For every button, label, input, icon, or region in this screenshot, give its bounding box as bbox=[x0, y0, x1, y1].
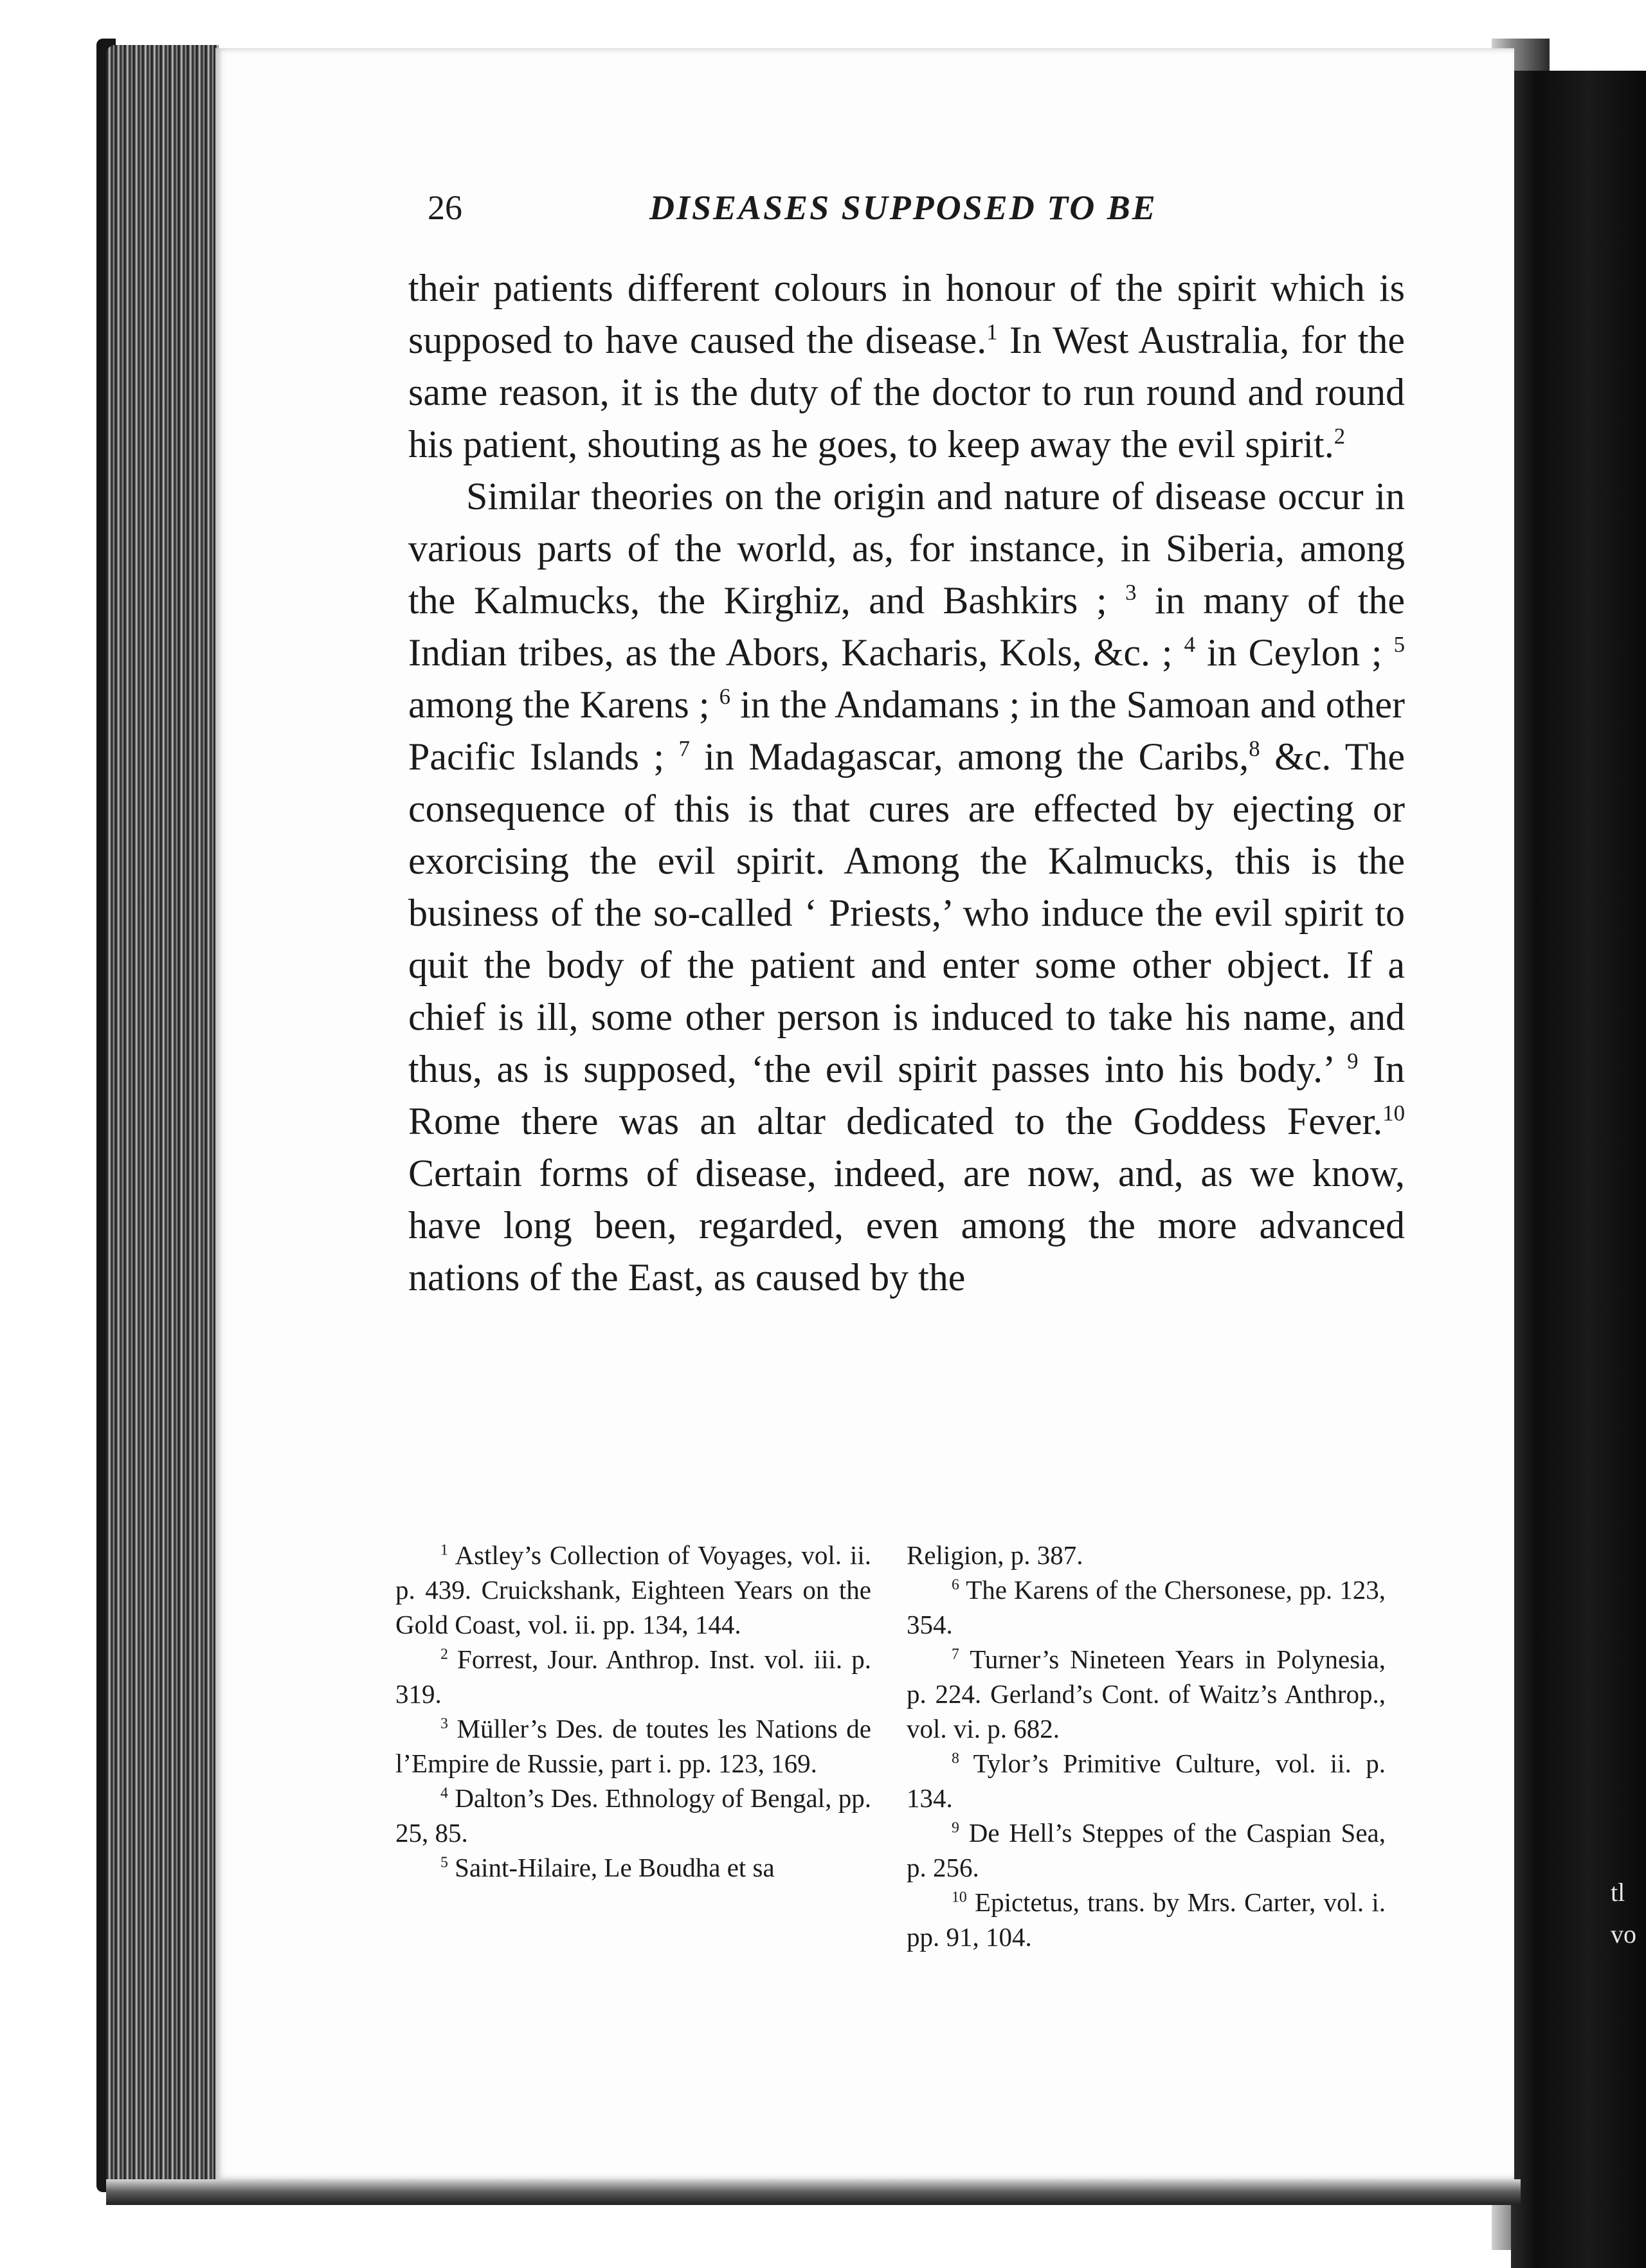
text-run: among the Karens ; bbox=[408, 683, 719, 726]
footnote-text: Tylor’s Primitive Culture, vol. ii. p. 134. bbox=[907, 1749, 1386, 1813]
text-run: &c. The consequence of this is that cures are effected by ejecting or exorcising the evil spirit. Among the Kalmucks, this is the business of the so-called ‘ Priests,’ who induce the evil spirit to quit the body of the patient and enter some other object. If a chief is ill, some other person is induced to take his name, and thus, as is supposed, ‘the evil spirit passes into his body.’ bbox=[408, 735, 1406, 1090]
footnote-number: 8 bbox=[952, 1750, 959, 1767]
text-run: in Madagascar, among the Caribs, bbox=[689, 735, 1249, 778]
text-run: In Rome there was an altar dedicated to the Goddess Fever. bbox=[408, 1048, 1405, 1142]
footnote-number: 9 bbox=[952, 1819, 959, 1837]
footnote-number: 2 bbox=[440, 1646, 448, 1663]
text-run: their patients different colours in honour of the spirit which is supposed to have caused the disease. bbox=[408, 267, 1405, 361]
footnote-number: 6 bbox=[952, 1576, 959, 1594]
text-run: in the Andamans ; in the Samoan and other Pacific Islands ; bbox=[408, 683, 1406, 778]
footnote-number: 10 bbox=[952, 1889, 967, 1906]
footnote-2 bbox=[395, 1642, 871, 1711]
footnote-10 bbox=[907, 1885, 1386, 1954]
text-run: Certain forms of disease, indeed, are now, and, as we know, have long been, regarded, even among the more advanced nations of the East, as caused by the bbox=[408, 1152, 1405, 1299]
footnote-5-continued: Religion, p. 387. bbox=[907, 1540, 1083, 1570]
footnote-ref[interactable]: 3 bbox=[1125, 580, 1137, 605]
page-edges-bottom bbox=[106, 2179, 1521, 2205]
footnote-text: Saint-Hilaire, Le Boudha et sa bbox=[448, 1853, 775, 1882]
footnote-number: 3 bbox=[440, 1715, 448, 1733]
footnote-3 bbox=[395, 1711, 871, 1781]
text-run: in many of the Indian tribes, as the Abors, Kacharis, Kols, &c. ; bbox=[408, 579, 1405, 674]
running-head: DISEASES SUPPOSED TO BE bbox=[649, 188, 1157, 227]
footnote-text: Dalton’s Des. Ethnology of Bengal, pp. 25, 85. bbox=[395, 1783, 871, 1848]
footnote-ref[interactable]: 5 bbox=[1393, 632, 1405, 657]
text-run: in Ceylon ; bbox=[1195, 631, 1394, 674]
footnote-ref[interactable]: 8 bbox=[1249, 736, 1260, 761]
footnote-number: 5 bbox=[440, 1854, 448, 1871]
footnote-4 bbox=[395, 1781, 871, 1850]
paragraph-1 bbox=[408, 262, 1405, 471]
footnote-number: 4 bbox=[440, 1785, 448, 1802]
adjacent-page-fragment-2: vo bbox=[1611, 1920, 1636, 1949]
footnote-ref[interactable]: 2 bbox=[1334, 424, 1346, 449]
footnote-text: Astley’s Collection of Voyages, vol. ii. p. 439. Cruickshank, Eighteen Years on the Gold Coast, vol. ii. pp. 134, 144. bbox=[395, 1540, 871, 1639]
footnote-ref[interactable]: 10 bbox=[1382, 1101, 1405, 1126]
main-text bbox=[408, 262, 1405, 1304]
footnote-ref[interactable]: 4 bbox=[1184, 632, 1195, 657]
footnote-8 bbox=[907, 1746, 1386, 1815]
footnote-text: Turner’s Nineteen Years in Polynesia, p. 224. Gerland’s Cont. of Waitz’s Anthrop., vol. vi. p. 682. bbox=[907, 1644, 1386, 1743]
footnote-1 bbox=[395, 1538, 871, 1642]
footnote-9 bbox=[907, 1815, 1386, 1885]
footnotes-left-column bbox=[395, 1538, 871, 1885]
footnote-number: 1 bbox=[440, 1542, 448, 1559]
footnote-7 bbox=[907, 1642, 1386, 1746]
page-edges-left bbox=[106, 45, 219, 2186]
page-number: 26 bbox=[428, 188, 462, 227]
footnote-ref[interactable]: 7 bbox=[678, 736, 690, 761]
footnote-number: 7 bbox=[952, 1646, 959, 1663]
adjacent-page-fragment-1: tl bbox=[1611, 1878, 1625, 1907]
footnote-5 bbox=[395, 1850, 871, 1885]
footnote-6 bbox=[907, 1572, 1386, 1642]
footnote-text: Epictetus, trans. by Mrs. Carter, vol. i. pp. 91, 104. bbox=[907, 1887, 1386, 1952]
footnote-ref[interactable]: 6 bbox=[719, 684, 730, 709]
paragraph-2 bbox=[408, 471, 1405, 1304]
footnote-text: Forrest, Jour. Anthrop. Inst. vol. iii. p. 319. bbox=[395, 1644, 871, 1709]
text-run: In West Australia, for the same reason, it is the duty of the doctor to run round and round his patient, shouting as he goes, to keep away the evil spirit. bbox=[408, 319, 1405, 465]
text-run: Similar theories on the origin and nature of disease occur in various parts of the world, as, for instance, in Siberia, among the Kalmucks, the Kirghiz, and Bashkirs ; bbox=[408, 475, 1405, 622]
footnotes-right-column bbox=[907, 1538, 1386, 1954]
footnote-text: De Hell’s Steppes of the Caspian Sea, p. 256. bbox=[907, 1818, 1386, 1882]
footnote-ref[interactable]: 1 bbox=[986, 320, 998, 345]
footnote-text: Müller’s Des. de toutes les Nations de l’Empire de Russie, part i. pp. 123, 169. bbox=[395, 1714, 871, 1778]
footnote-ref[interactable]: 9 bbox=[1347, 1048, 1359, 1074]
page-header bbox=[428, 188, 1218, 239]
footnote-text: The Karens of the Chersonese, pp. 123, 354. bbox=[907, 1575, 1386, 1639]
